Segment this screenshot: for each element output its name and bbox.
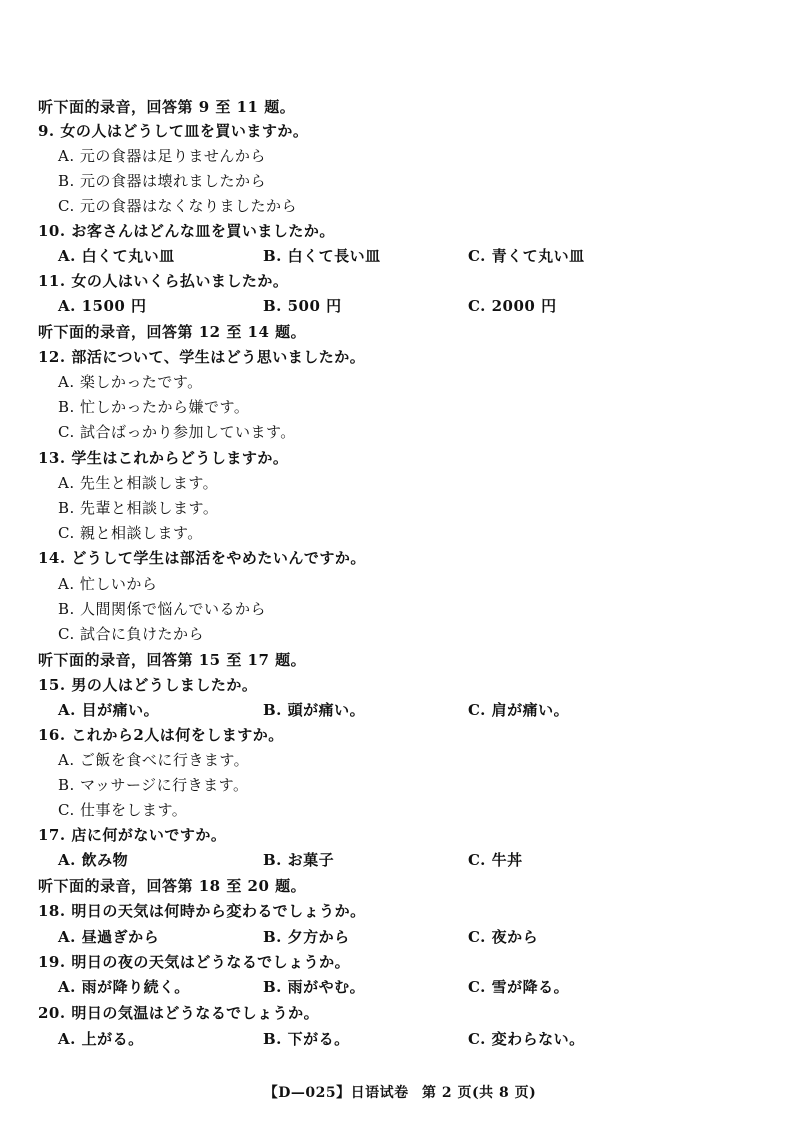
q16-option-a: A. ご飯を食べに行きます。 [58, 751, 250, 769]
q11-option-b: B. 500 円 [263, 297, 342, 315]
q19-option-a: A. 雨が降り続く。 [58, 978, 190, 996]
exam-code: 【D—025】日语试卷 [263, 1085, 409, 1101]
question-19: 19. 明日の夜の天気はどうなるでしょうか。 [38, 953, 351, 971]
q14-option-b: B. 人間関係で悩んでいるから [58, 600, 267, 618]
q20-option-c: C. 変わらない。 [468, 1030, 585, 1048]
q10-option-a: A. 白くて丸い皿 [58, 247, 175, 265]
q17-option-b: B. お菓子 [263, 851, 335, 869]
q12-option-c: C. 試合ばっかり参加しています。 [58, 423, 296, 441]
question-20: 20. 明日の気温はどうなるでしょうか。 [38, 1004, 320, 1022]
q10-option-b: B. 白くて長い皿 [263, 247, 381, 265]
q11-option-c: C. 2000 円 [468, 297, 557, 315]
q9-option-c: C. 元の食器はなくなりましたから [58, 197, 297, 215]
q13-option-c: C. 親と相談します。 [58, 524, 203, 542]
q17-option-a: A. 飲み物 [58, 851, 129, 869]
q13-option-b: B. 先輩と相談します。 [58, 499, 219, 517]
q19-option-c: C. 雪が降る。 [468, 978, 570, 996]
question-12: 12. 部活について、学生はどう思いましたか。 [38, 348, 366, 366]
page-number: 第 2 页(共 8 页) [422, 1085, 537, 1101]
q18-option-b: B. 夕方から [263, 928, 350, 946]
q11-option-a: A. 1500 円 [58, 297, 147, 315]
q17-option-c: C. 牛丼 [468, 851, 523, 869]
page-footer [0, 1082, 800, 1102]
question-13: 13. 学生はこれからどうしますか。 [38, 449, 289, 467]
question-18: 18. 明日の天気は何時から変わるでしょうか。 [38, 902, 366, 920]
q14-option-a: A. 忙しいから [58, 575, 158, 593]
q14-option-c: C. 試合に負けたから [58, 625, 204, 643]
question-10: 10. お客さんはどんな皿を買いましたか。 [38, 222, 335, 240]
q16-option-b: B. マッサージに行きます。 [58, 776, 249, 794]
question-16: 16. これから2人は何をしますか。 [38, 726, 284, 744]
question-15: 15. 男の人はどうしましたか。 [38, 676, 258, 694]
q15-option-a: A. 目が痛い。 [58, 701, 160, 719]
question-9: 9. 女の人はどうして皿を買いますか。 [38, 122, 309, 140]
q18-option-c: C. 夜から [468, 928, 539, 946]
q9-option-b: B. 元の食器は壊れましたから [58, 172, 267, 190]
section-instruction: 听下面的录音，回答第 18 至 20 题。 [38, 877, 307, 895]
section-instruction: 听下面的录音，回答第 12 至 14 题。 [38, 323, 307, 341]
question-14: 14. どうして学生は部活をやめたいんですか。 [38, 549, 366, 567]
q9-option-a: A. 元の食器は足りませんから [58, 147, 266, 165]
q18-option-a: A. 昼過ぎから [58, 928, 160, 946]
q12-option-a: A. 楽しかったです。 [58, 373, 203, 391]
q20-option-a: A. 上がる。 [58, 1030, 144, 1048]
q12-option-b: B. 忙しかったから嫌です。 [58, 398, 250, 416]
question-17: 17. 店に何がないですか。 [38, 826, 227, 844]
q15-option-c: C. 肩が痛い。 [468, 701, 570, 719]
section-instruction: 听下面的录音，回答第 9 至 11 题。 [38, 98, 296, 116]
q20-option-b: B. 下がる。 [263, 1030, 350, 1048]
question-11: 11. 女の人はいくら払いましたか。 [38, 272, 289, 290]
q19-option-b: B. 雨がやむ。 [263, 978, 366, 996]
q13-option-a: A. 先生と相談します。 [58, 474, 219, 492]
q10-option-c: C. 青くて丸い皿 [468, 247, 585, 265]
q15-option-b: B. 頭が痛い。 [263, 701, 366, 719]
q16-option-c: C. 仕事をします。 [58, 801, 188, 819]
section-instruction: 听下面的录音，回答第 15 至 17 题。 [38, 651, 307, 669]
